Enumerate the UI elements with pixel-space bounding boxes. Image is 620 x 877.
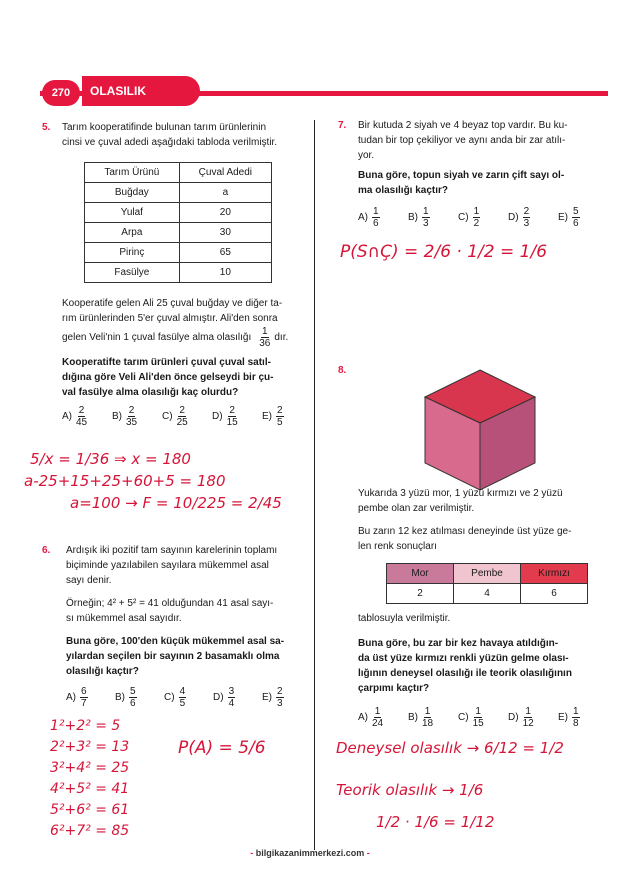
answer-option[interactable] — [508, 706, 558, 729]
q6-example-line: Örneğin; 4² + 5² = 41 olduğundan 41 asal sayı- — [66, 598, 274, 609]
handwritten-line: 5/x = 1/36 ⇒ x = 180 — [30, 450, 191, 468]
option-letter: B) — [115, 692, 125, 703]
q7-number: 7. — [338, 120, 347, 131]
page-header — [12, 80, 608, 106]
answer-option[interactable] — [62, 405, 112, 428]
table-cell: 2 — [387, 584, 454, 604]
option-letter: A) — [358, 712, 368, 723]
table-cell: 10 — [179, 263, 271, 283]
option-letter: B) — [408, 212, 418, 223]
q8-intro-line: len renk sonuçları — [358, 541, 437, 552]
option-letter: D) — [212, 411, 223, 422]
option-fraction: $\frac{5}{6}$ — [130, 686, 136, 709]
q6-intro — [66, 543, 306, 588]
handwritten-line: a-25+15+25+60+5 = 180 — [24, 472, 226, 490]
option-fraction: $\frac{1}{6}$ — [373, 206, 379, 229]
q6-example-line: sı mükemmel asal sayıdır. — [66, 613, 182, 624]
q6-question-line: olasılığı kaçtır? — [66, 666, 139, 677]
q5-question-line: Kooperatifte tarım ürünleri çuval çuval satıl- — [62, 357, 271, 368]
option-fraction: $\frac{2}{45}$ — [76, 405, 88, 428]
q5-handwriting — [24, 448, 282, 514]
option-letter: D) — [508, 212, 519, 223]
answer-option[interactable] — [162, 405, 212, 428]
option-letter: C) — [458, 712, 469, 723]
handwritten-line: 1²+2² = 5 — [50, 718, 121, 734]
answer-option[interactable] — [408, 206, 458, 229]
q7-question-line: ma olasılığı kaçtır? — [358, 185, 449, 196]
q6-question-line: Buna göre, 100'den küçük mükemmel asal sa- — [66, 636, 285, 647]
q7-intro — [358, 118, 603, 163]
handwritten-line: 4²+5² = 41 — [50, 781, 130, 797]
option-letter: E) — [262, 692, 272, 703]
q7-intro-line: yor. — [358, 150, 375, 161]
option-fraction: $\frac{1}{3}$ — [423, 206, 429, 229]
q8-result-table — [386, 563, 588, 604]
option-letter: D) — [213, 692, 224, 703]
table-cell: 4 — [454, 584, 521, 604]
handwritten-line: a=100 → F = 10/225 = 2/45 — [70, 494, 282, 512]
option-letter: C) — [164, 692, 175, 703]
handwritten-line: 1/2 · 1/6 = 1/12 — [376, 813, 495, 831]
q6-intro-line: biçiminde yazılabilen sayılara mükemmel asal — [66, 560, 269, 571]
q8-intro — [358, 486, 608, 516]
option-fraction: $\frac{4}{5}$ — [179, 686, 186, 709]
footer: - bilgikazanimmerkezi.com - — [250, 848, 370, 858]
q6-handwriting-answer: P(A) = 5/6 — [178, 738, 266, 758]
q7-options — [358, 206, 608, 229]
option-fraction: $\frac{2}{15}$ — [226, 405, 238, 428]
q6-intro-line: sayı denir. — [66, 575, 112, 586]
handwritten-line: Deneysel olasılık → 6/12 = 1/2 — [336, 739, 564, 757]
table-header: Kırmızı — [521, 564, 588, 584]
q5-question — [62, 355, 307, 400]
q8-intro2 — [358, 524, 608, 554]
q5-question-line: dığına göre Veli Ali'den önce gelseydi bir çu- — [62, 372, 274, 383]
answer-option[interactable] — [458, 706, 508, 729]
q5-question-line: val fasülye alma olasılığı kaç olurdu? — [62, 387, 239, 398]
option-letter: D) — [508, 712, 519, 723]
q8-question-line: Buna göre, bu zar bir kez havaya atıldığın- — [358, 638, 559, 649]
q5-options — [62, 405, 312, 428]
q8-question-line: çarpımı kaçtır? — [358, 683, 430, 694]
option-fraction: $\frac{1}{18}$ — [422, 706, 434, 729]
answer-option[interactable] — [558, 206, 608, 229]
answer-option[interactable] — [262, 686, 311, 709]
option-fraction: $\frac{5}{6}$ — [573, 206, 579, 229]
option-letter: B) — [408, 712, 418, 723]
option-letter: E) — [262, 411, 272, 422]
answer-option[interactable] — [508, 206, 558, 229]
q7-intro-line: Bir kutuda 2 siyah ve 4 beyaz top vardır. Bu ku- — [358, 120, 568, 131]
q5-body-line: Kooperatife gelen Ali 25 çuval buğday ve diğer ta- — [62, 298, 283, 309]
q5-number: 5. — [42, 122, 51, 133]
q5-body-line: rım ürünlerinden 5'er çuval almıştır. Ali'den sonra — [62, 313, 278, 324]
q5-prob-suffix: dır. — [274, 332, 289, 343]
answer-option[interactable] — [358, 706, 408, 729]
q7-handwriting: P(S∩Ç) = 2/6 · 1/2 = 1/6 — [340, 242, 548, 262]
table-cell: Pirinç — [85, 243, 180, 263]
option-fraction: $\frac{1}{12}$ — [522, 706, 534, 729]
answer-option[interactable] — [558, 706, 608, 729]
option-fraction: $\frac{1}{2}$ — [473, 206, 480, 229]
q6-example — [66, 596, 306, 626]
option-fraction: $\frac{2}{25}$ — [176, 405, 188, 428]
q5-prob-fraction: $\frac{1}{36}$ — [259, 326, 271, 349]
q5-body-line: gelen Veli'nin 1 çuval fasülye alma olasılığı — [62, 332, 252, 343]
q6-options — [66, 686, 311, 709]
q5-table — [84, 162, 272, 283]
q5-intro-line: cinsi ve çuval adedi aşağıdaki tabloda verilmiştir. — [62, 137, 278, 148]
option-fraction: $\frac{2}{5}$ — [277, 405, 283, 428]
table-cell: 20 — [179, 203, 271, 223]
option-letter: B) — [112, 411, 122, 422]
answer-option[interactable] — [164, 686, 213, 709]
table-header: Tarım Ürünü — [85, 163, 180, 183]
table-cell: Buğday — [85, 183, 180, 203]
answer-option[interactable] — [212, 405, 262, 428]
q5-intro — [62, 120, 307, 150]
table-cell: 65 — [179, 243, 271, 263]
option-fraction: $\frac{1}{24}$ — [372, 706, 384, 729]
table-header: Çuval Adedi — [179, 163, 271, 183]
q6-question-line: yılardan seçilen bir sayının 2 basamaklı olma — [66, 651, 280, 662]
option-fraction: $\frac{1}{15}$ — [472, 706, 484, 729]
q8-intro-line: pembe olan zar verilmiştir. — [358, 503, 475, 514]
column-divider — [314, 120, 315, 850]
q5-body — [62, 296, 307, 349]
table-cell: Arpa — [85, 223, 180, 243]
handwritten-line: 5²+6² = 61 — [50, 802, 130, 818]
q7-question — [358, 168, 603, 198]
answer-option[interactable] — [66, 686, 115, 709]
option-letter: A) — [358, 212, 368, 223]
answer-option[interactable] — [408, 706, 458, 729]
page-number: 270 — [42, 80, 80, 106]
q6-number: 6. — [42, 545, 51, 556]
table-header: Mor — [387, 564, 454, 584]
q6-handwriting — [50, 716, 129, 842]
option-fraction: $\frac{2}{35}$ — [126, 405, 138, 428]
q6-intro-line: Ardışık iki pozitif tam sayının karelerinin toplamı — [66, 545, 278, 556]
option-letter: C) — [458, 212, 469, 223]
option-fraction: $\frac{2}{3}$ — [277, 686, 283, 709]
q8-number: 8. — [338, 365, 347, 376]
option-letter: E) — [558, 212, 568, 223]
q8-question-line: lığının deneysel olasılığı ile teorik olasılığının — [358, 668, 572, 679]
table-cell: Fasülye — [85, 263, 180, 283]
table-cell: 6 — [521, 584, 588, 604]
q8-options — [358, 706, 608, 729]
table-cell: Yulaf — [85, 203, 180, 223]
option-fraction: $\frac{1}{8}$ — [573, 706, 579, 729]
answer-option[interactable] — [213, 686, 262, 709]
option-letter: A) — [66, 692, 76, 703]
q7-question-line: Buna göre, topun siyah ve zarın çift sayı ol- — [358, 170, 565, 181]
answer-option[interactable] — [115, 686, 164, 709]
q8-after: tablosuyla verilmiştir. — [358, 613, 451, 624]
answer-option[interactable] — [458, 206, 508, 229]
answer-option[interactable] — [358, 206, 408, 229]
table-cell: 30 — [179, 223, 271, 243]
q8-intro-line: Bu zarın 12 kez atılması deneyinde üst yüze ge- — [358, 526, 572, 537]
answer-option[interactable] — [262, 405, 312, 428]
handwritten-line: 6²+7² = 85 — [50, 823, 130, 839]
option-fraction: $\frac{3}{4}$ — [228, 686, 235, 709]
option-letter: E) — [558, 712, 568, 723]
answer-option[interactable] — [112, 405, 162, 428]
q8-intro-line: Yukarıda 3 yüzü mor, 1 yüzü kırmızı ve 2 yüzü — [358, 488, 563, 499]
option-letter: A) — [62, 411, 72, 422]
table-header: Pembe — [454, 564, 521, 584]
handwritten-line: Teorik olasılık → 1/6 — [336, 781, 484, 799]
q8-handwriting — [336, 736, 606, 834]
q7-intro-line: tudan bir top çekiliyor ve aynı anda bir zar atılı- — [358, 135, 566, 146]
option-letter: C) — [162, 411, 173, 422]
q5-intro-line: Tarım kooperatifinde bulunan tarım ürünlerinin — [62, 122, 266, 133]
die-cube — [420, 365, 540, 495]
section-title: OLASILIK — [82, 76, 200, 106]
option-fraction: $\frac{2}{3}$ — [523, 206, 530, 229]
handwritten-line: 2²+3² = 13 — [50, 739, 130, 755]
q6-question — [66, 634, 306, 679]
option-fraction: $\frac{6}{7}$ — [81, 686, 87, 709]
q8-question-line: da üst yüze kırmızı renkli yüzün gelme olası- — [358, 653, 569, 664]
q8-question — [358, 636, 608, 696]
table-cell: a — [179, 183, 271, 203]
footer-site: bilgikazanimmerkezi.com — [255, 848, 365, 858]
handwritten-line: 3²+4² = 25 — [50, 760, 130, 776]
